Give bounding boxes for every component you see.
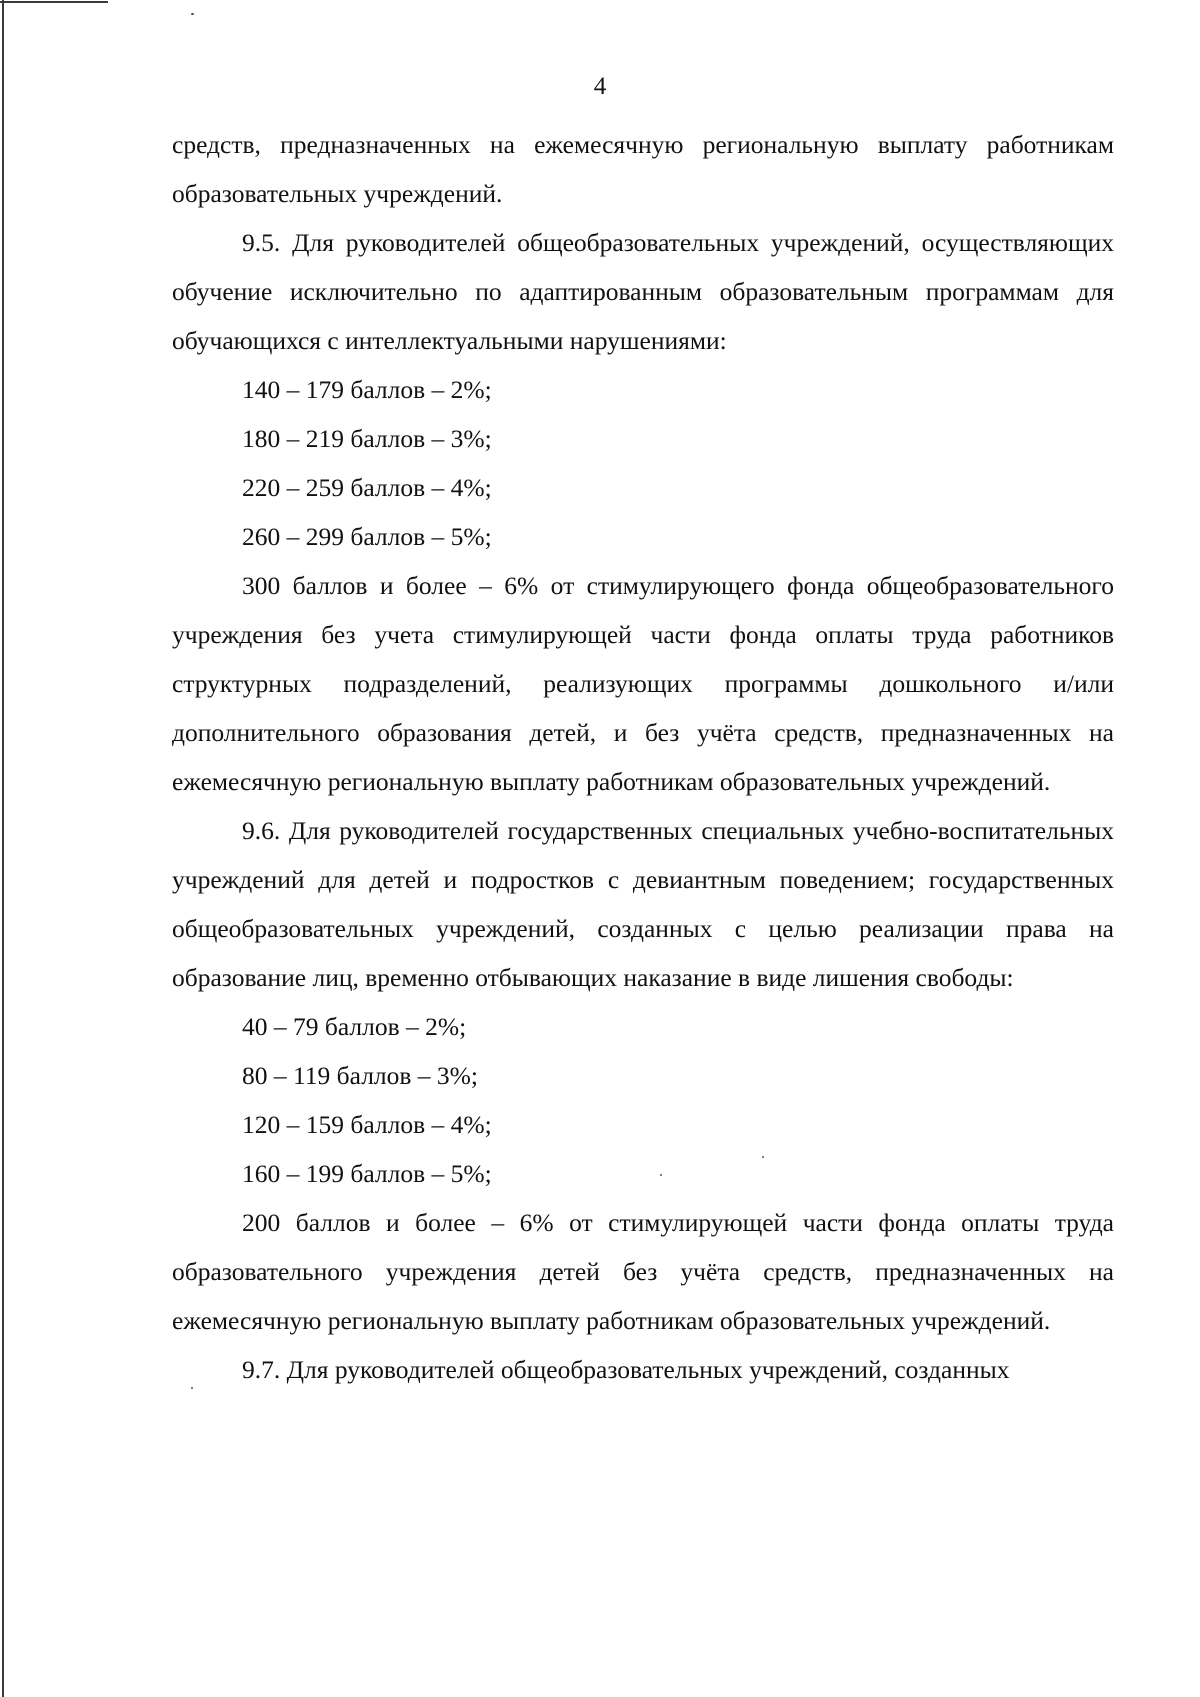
list-item: 220 – 259 баллов – 4%; (242, 473, 492, 502)
list-item: 140 – 179 баллов – 2%; (242, 375, 492, 404)
page-number: 4 (593, 73, 607, 100)
paragraph-continuation: средств, предназначенных на ежемесячную региональную выплату работникам образовательных учреждений. (172, 130, 1114, 208)
paragraph-9-6: 9.6. Для руководителей государственных специальных учебно-воспитательных учреждений для детей и подростков с девиантным поведением; государственных общеобразовательных учреждений, созданных с целью реализации права на образование лиц, временно отбывающих наказание в виде лишения свободы: (172, 816, 1114, 992)
list-item: 160 – 199 баллов – 5%; (242, 1159, 492, 1188)
list-item: 180 – 219 баллов – 3%; (242, 424, 492, 453)
scan-border-left (2, 0, 4, 1697)
list-item: 260 – 299 баллов – 5%; (242, 522, 492, 551)
paragraph-9-7: 9.7. Для руководителей общеобразовательных учреждений, созданных (242, 1355, 1010, 1384)
document-body (172, 120, 1114, 1394)
scan-border-top (0, 1, 108, 3)
paragraph-9-5: 9.5. Для руководителей общеобразовательных учреждений, осуществляющих обучение исключительно по адаптированным образовательным программам для обучающихся с интеллектуальными нарушениями: (172, 228, 1114, 355)
list-item: 80 – 119 баллов – 3%; (242, 1061, 479, 1090)
paragraph-200-points: 200 баллов и более – 6% от стимулирующей части фонда оплаты труда образовательного учреждения детей без учёта средств, предназначенных на ежемесячную региональную выплату работникам образовательных учреждений. (172, 1208, 1114, 1335)
scan-speck (191, 13, 194, 15)
paragraph-300-points: 300 баллов и более – 6% от стимулирующего фонда общеобразовательного учреждения без учета стимулирующей части фонда оплаты труда работников структурных подразделений, реализующих программы дошкольного и/или дополнительного образования детей, и без учёта средств, предназначенных на ежемесячную региональную выплату работникам образовательных учреждений. (172, 571, 1114, 796)
list-item: 40 – 79 баллов – 2%; (242, 1012, 467, 1041)
list-item: 120 – 159 баллов – 4%; (242, 1110, 492, 1139)
